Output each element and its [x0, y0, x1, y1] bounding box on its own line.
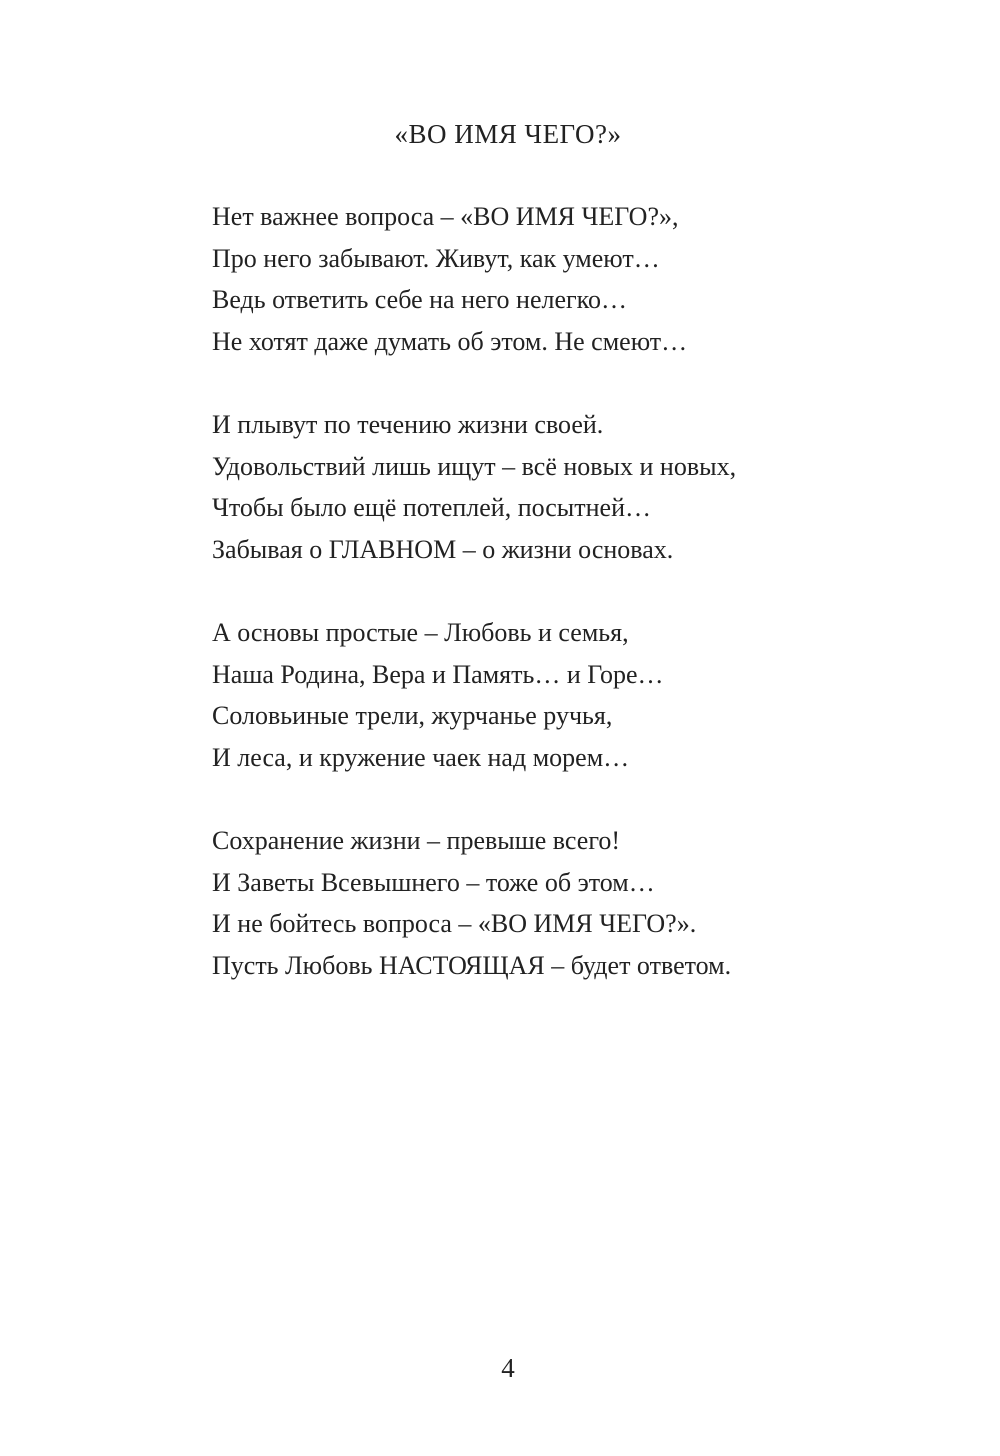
- poem-line: Нет важнее вопроса – «ВО ИМЯ ЧЕГО?»,: [212, 202, 679, 231]
- poem-title: «ВО ИМЯ ЧЕГО?»: [394, 119, 622, 149]
- poem-body: [212, 196, 972, 1028]
- page-number: 4: [501, 1353, 515, 1383]
- poem-line: Ведь ответить себе на него нелегко…: [212, 285, 627, 314]
- poem-line: И леса, и кружение чаек над морем…: [212, 742, 630, 772]
- stanza-4: [212, 820, 972, 986]
- poem-line: Не хотят даже думать об этом. Не смеют…: [212, 326, 688, 356]
- poem-line: Соловьиные трели, журчанье ручья,: [212, 701, 613, 730]
- poem-line: Чтобы было ещё потеплей, посытней…: [212, 493, 652, 522]
- poem-line: И не бойтесь вопроса – «ВО ИМЯ ЧЕГО?».: [212, 909, 697, 938]
- poem-line: Про него забывают. Живут, как умеют…: [212, 243, 660, 273]
- poem-line: И плывут по течению жизни своей.: [212, 410, 604, 439]
- poem-line: Удовольствий лишь ищут – всё новых и новых,: [212, 451, 737, 481]
- stanza-2: [212, 404, 972, 570]
- poem-line: А основы простые – Любовь и семья,: [212, 618, 629, 647]
- poem-line: И Заветы Всевышнего – тоже об этом…: [212, 867, 655, 897]
- poem-line: Забывая о ГЛАВНОМ – о жизни основах.: [212, 534, 674, 564]
- poem-line: Сохранение жизни – превыше всего!: [212, 826, 620, 855]
- stanza-1: [212, 196, 972, 362]
- stanza-3: [212, 612, 972, 778]
- poem-line: Наша Родина, Вера и Память… и Горе…: [212, 659, 664, 689]
- poem-line: Пусть Любовь НАСТОЯЩАЯ – будет ответом.: [212, 950, 732, 980]
